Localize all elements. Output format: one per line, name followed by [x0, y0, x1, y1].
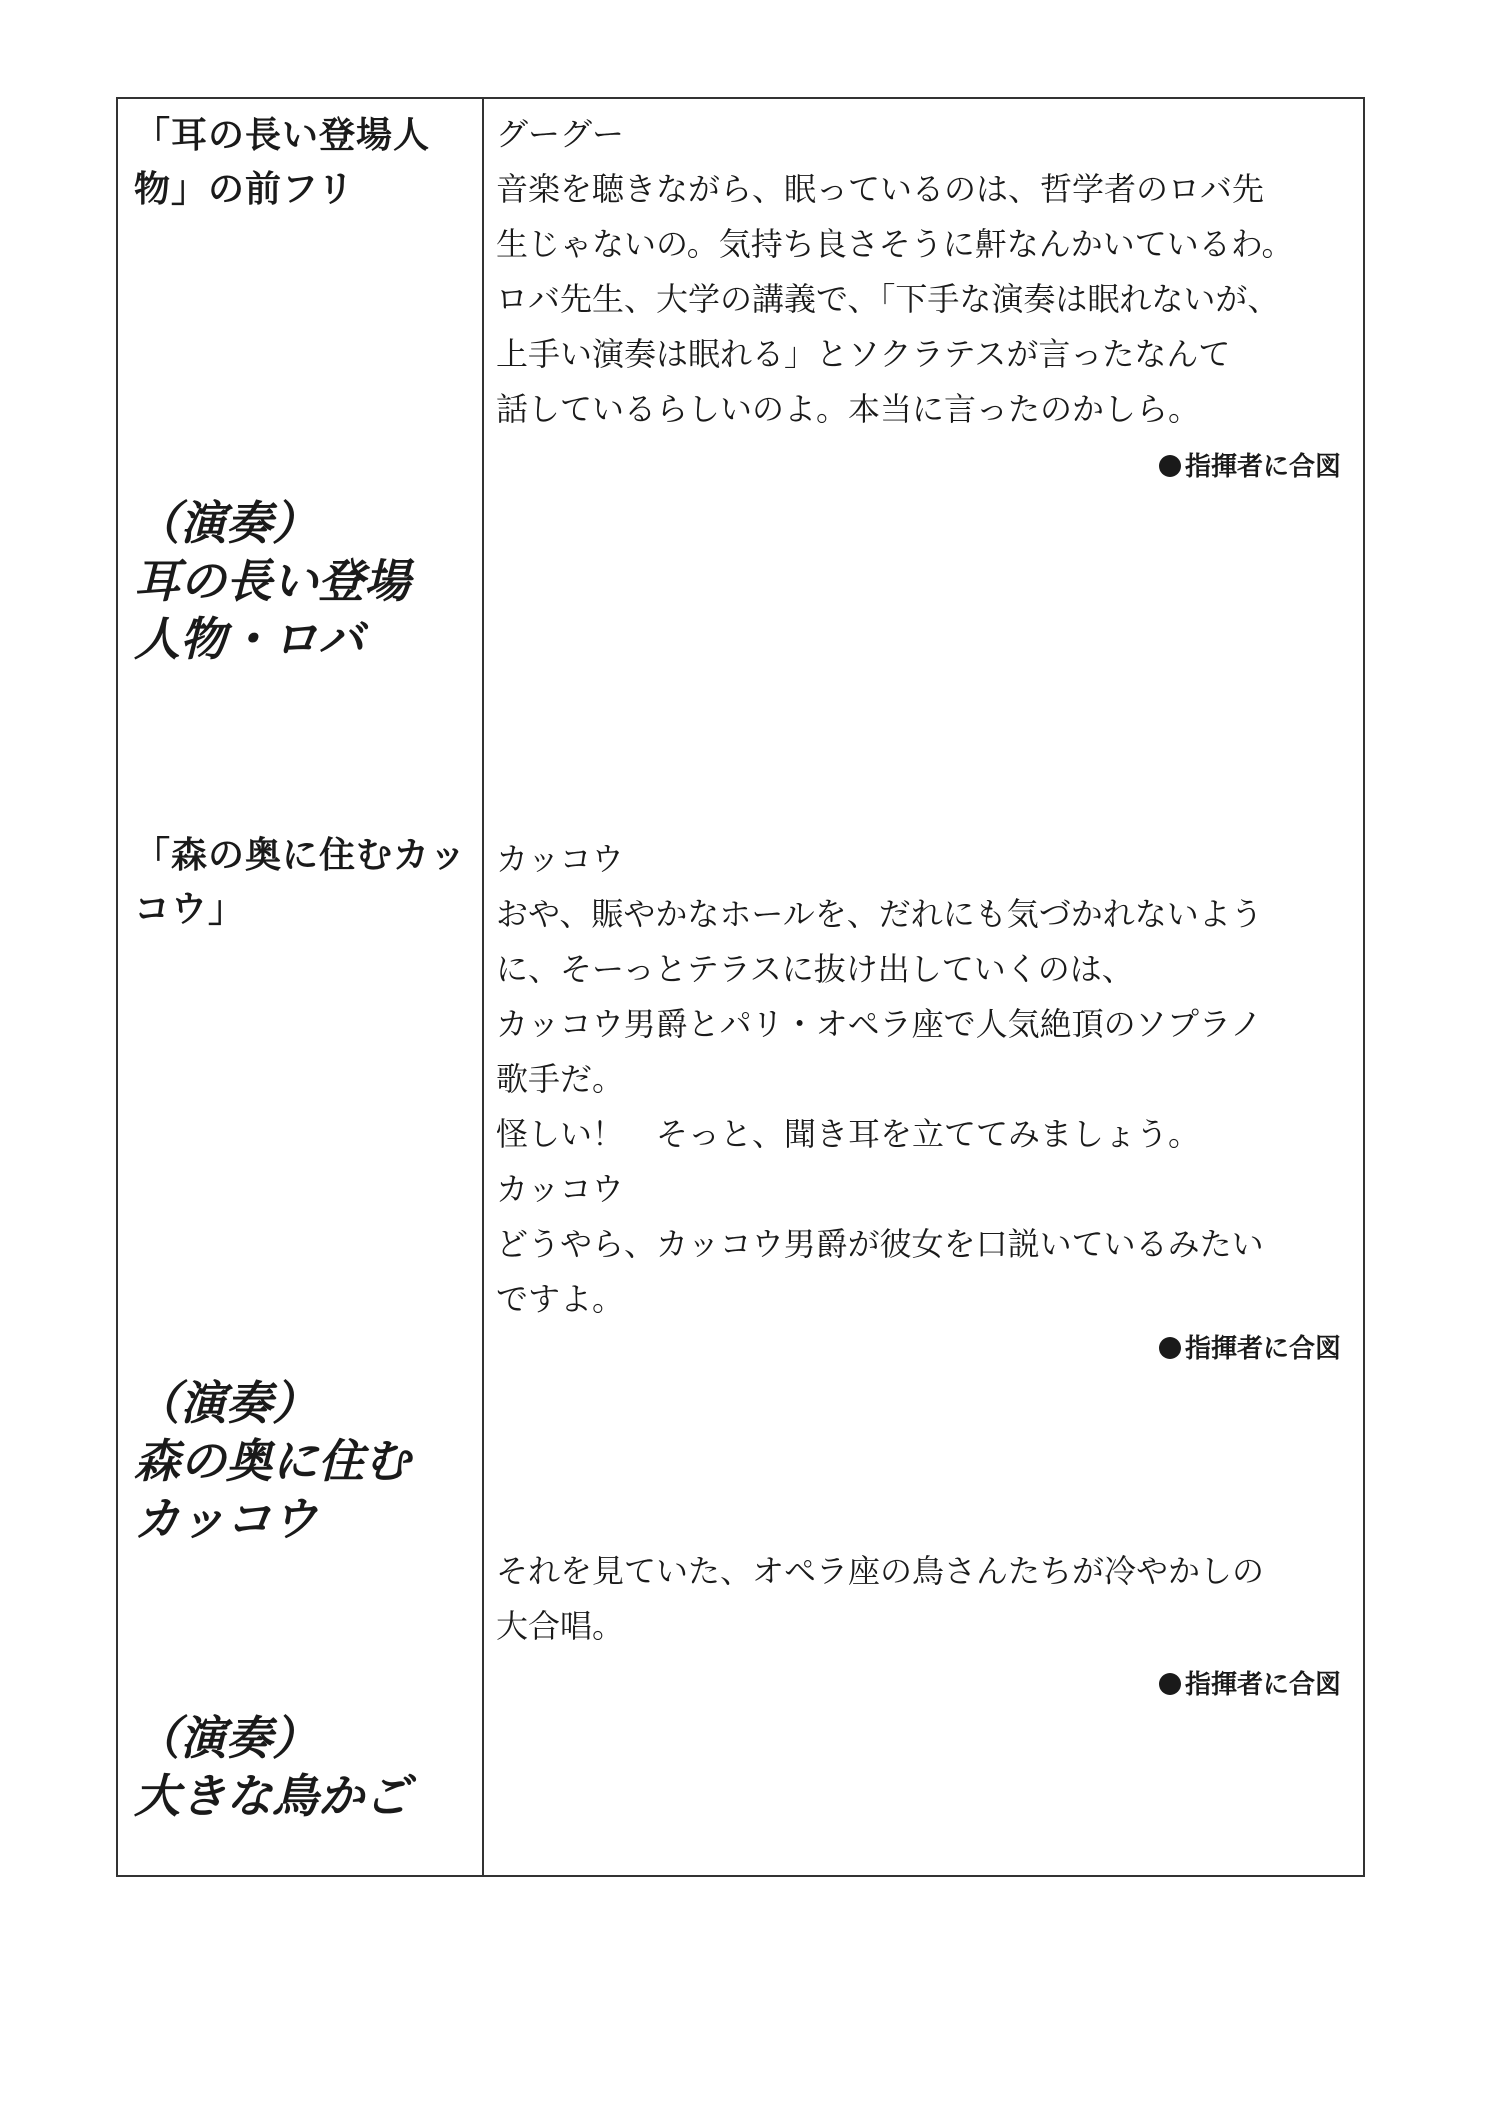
performance-label	[134, 1374, 484, 1548]
narration-line: ロバ先生、大学の講義で、「下手な演奏は眠れないが、	[496, 280, 1280, 318]
performance-label-line: （演奏）	[134, 496, 318, 550]
narration-line: 話しているらしいのよ。本当に言ったのかしら。	[496, 390, 1201, 428]
narration-line: カッコウ	[496, 1170, 624, 1208]
scene-label	[134, 829, 484, 937]
narration-line: に、そーっとテラスに抜け出していくのは、	[496, 950, 1134, 988]
narration-line: 上手い演奏は眠れる」とソクラテスが言ったなんて	[496, 335, 1231, 373]
bullet-icon	[1159, 1337, 1181, 1359]
performance-label-line: 耳の長い登場	[134, 554, 410, 608]
performance-label-line: カッコウ	[134, 1492, 318, 1546]
scene-label-line: 「森の奥に住むカッ	[134, 835, 467, 876]
conductor-cue	[1159, 1331, 1341, 1367]
bullet-icon	[1159, 1673, 1181, 1695]
narration-line: 音楽を聴きながら、眠っているのは、哲学者のロバ先	[496, 170, 1265, 208]
performance-label-line: 人物・ロバ	[134, 612, 364, 666]
performance-label	[134, 1709, 484, 1825]
narration-line: 生じゃないの。気持ち良さそうに鼾なんかいているわ。	[496, 225, 1294, 263]
narration-line: カッコウ	[496, 840, 624, 878]
performance-label-line: （演奏）	[134, 1376, 318, 1430]
narration-line: おや、賑やかなホールを、だれにも気づかれないよう	[496, 895, 1263, 933]
column-divider	[482, 99, 484, 1875]
conductor-cue	[1159, 449, 1341, 485]
performance-label-line: （演奏）	[134, 1711, 318, 1765]
narration-line: 怪しい！ そっと、聞き耳を立ててみましょう。	[496, 1115, 1201, 1153]
narration-line: どうやら、カッコウ男爵が彼女を口説いているみたい	[496, 1225, 1264, 1263]
narration-line: 歌手だ。	[496, 1060, 625, 1098]
cue-text: 指揮者に合図	[1184, 1670, 1341, 1700]
narration-block	[496, 107, 1366, 437]
bullet-icon	[1159, 455, 1181, 477]
narration-line: ですよ。	[496, 1280, 625, 1318]
performance-label-line: 大きな鳥かご	[134, 1769, 410, 1823]
cue-text: 指揮者に合図	[1184, 1334, 1341, 1364]
narration-block	[496, 832, 1366, 1327]
narration-line: それを見ていた、オペラ座の鳥さんたちが冷やかしの	[496, 1552, 1265, 1590]
narration-block	[496, 1544, 1366, 1654]
narration-line: 大合唱。	[496, 1607, 625, 1645]
narration-line: グーグー	[496, 115, 625, 153]
script-table	[116, 97, 1365, 1877]
performance-label	[134, 494, 484, 668]
scene-label-line: 「耳の長い登場人	[134, 115, 431, 156]
conductor-cue	[1159, 1667, 1341, 1703]
cue-text: 指揮者に合図	[1184, 452, 1341, 482]
scene-label	[134, 109, 484, 217]
scene-label-line: 物」の前フリ	[134, 169, 355, 210]
performance-label-line: 森の奥に住む	[134, 1434, 410, 1488]
narration-line: カッコウ男爵とパリ・オペラ座で人気絶頂のソプラノ	[496, 1005, 1263, 1043]
scene-label-line: コウ」	[134, 889, 246, 930]
